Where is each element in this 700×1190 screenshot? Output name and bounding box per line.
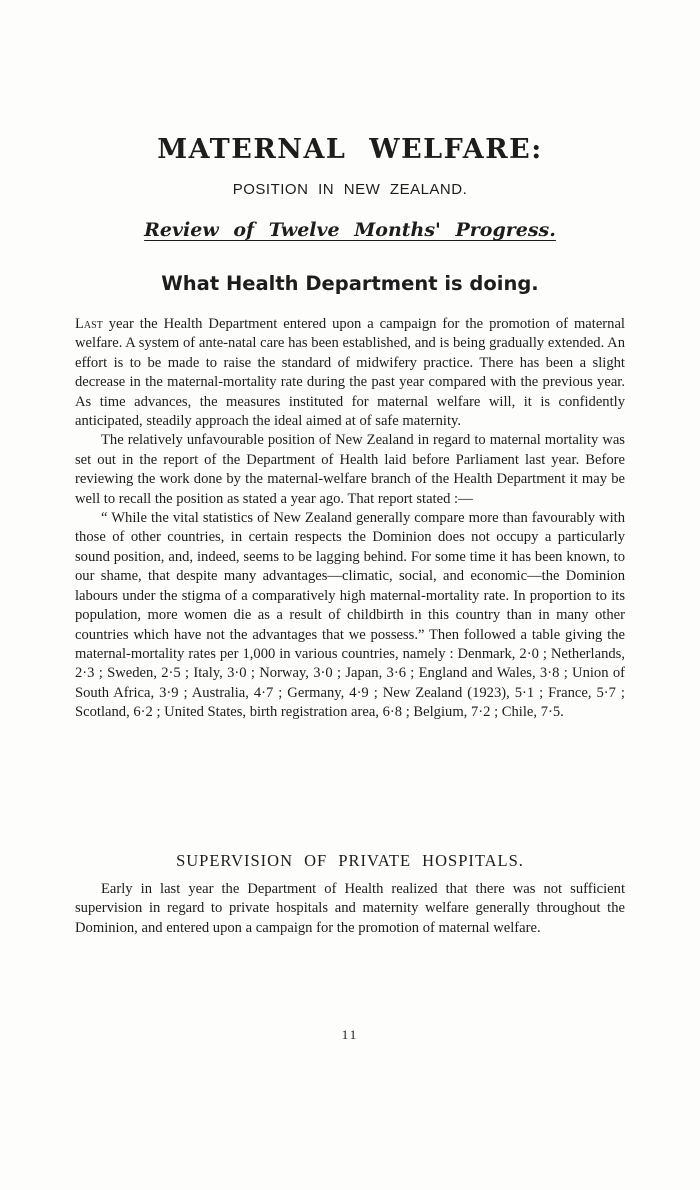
paragraph-2: The relatively unfavourable position of New Zealand in regard to maternal mortality was set out in the report of the Department of Health laid before Parliament last year. Before reviewing the work done by the maternal-welfare branch of the Health Department it may be well to recall the position as stated a year ago. That report stated :— [75, 432, 625, 507]
review-heading [0, 219, 700, 241]
paragraph-1 [75, 315, 625, 431]
paragraph-1-text: year the Health Department entered upon a campaign for the promotion of maternal welfare. A system of ante-natal care has been established, and is being gradually extended. An effort is to be made to raise the standard of midwifery practice. There has been a slight decrease in the maternal-mortality rate during the past year compared with the previous year. As time advances, the measures instituted for maternal welfare will, it is confidently anticipated, steadily approach the ideal aimed at of safe maternity. [75, 316, 625, 430]
article-title: MATERNAL WELFARE: [157, 134, 543, 165]
paragraph-3: “ While the vital statistics of New Zealand generally compare more than favourably with those of other countries, in certain respects the Dominion does not occupy a particularly sound position, and, indeed, seems to be lagging behind. For some time it has been known, to our shame, that despite many advantages—climatic, social, and economic—the Dominion labours under the stigma of a comparatively high maternal-mortality rate. In proportion to its population, more women die as a result of childbirth in this country than in many other countries which have not the advantages that we possess.” Then followed a table giving the maternal-mortality rates per 1,000 in various countries, namely : Denmark, 2·0 ; Netherlands, 2·3 ; Sweden, 2·5 ; Italy, 3·0 ; Norway, 3·0 ; Japan, 3·6 ; England and Wales, 3·8 ; Union of South Africa, 3·9 ; Australia, 4·7 ; Germany, 4·9 ; New Zealand (1923), 5·1 ; France, 5·7 ; Scotland, 6·2 ; United States, birth registration area, 6·8 ; Belgium, 7·2 ; Chile, 7·5. [75, 510, 625, 721]
section-heading-health-department: What Health Department is doing. [161, 272, 539, 295]
section-body [75, 880, 625, 938]
article-subtitle: POSITION IN NEW ZEALAND. [232, 181, 468, 198]
section-heading-private-hospitals: SUPERVISION OF PRIVATE HOSPITALS. [176, 851, 524, 870]
page-number: 11 [341, 1027, 359, 1042]
review-heading-text: Review of Twelve Months' Progress. [144, 219, 556, 241]
drop-word: Last [75, 316, 103, 332]
paragraph-4: Early in last year the Department of Health realized that there was not sufficient supervision in regard to private hospitals and maternity welfare generally throughout the Dominion, and entered upon a campaign for the promotion of maternal welfare. [75, 881, 625, 936]
article-body [75, 315, 625, 723]
